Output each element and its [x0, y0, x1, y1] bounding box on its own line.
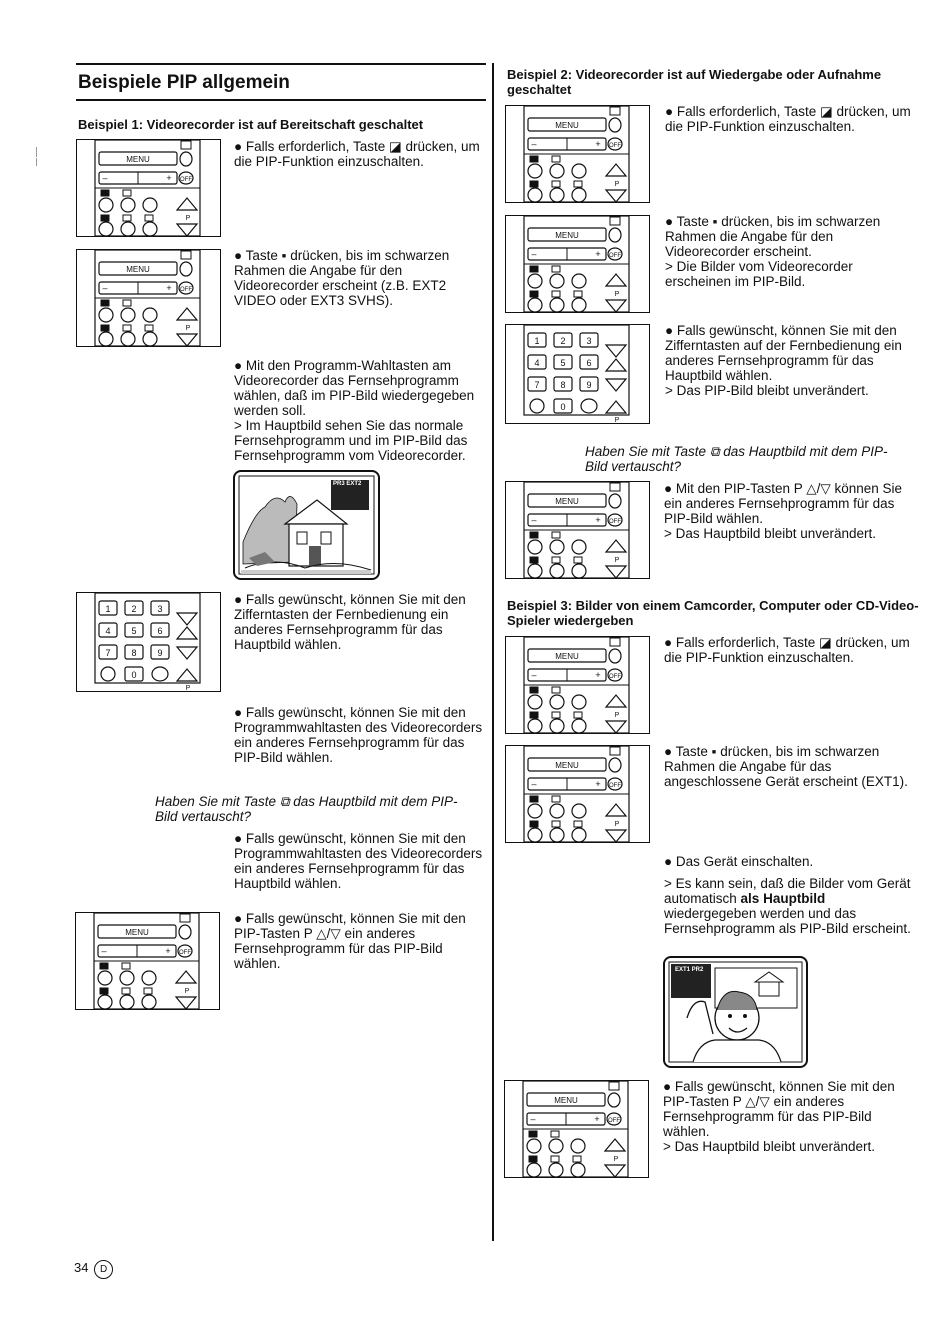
- round-key: [550, 540, 564, 554]
- pip-mode-icon: [552, 181, 560, 187]
- mute-key: [101, 667, 115, 681]
- round-key: [528, 188, 542, 202]
- menu-key-label: MENU: [555, 231, 579, 240]
- remote-menu-drawing: [506, 482, 649, 578]
- digit-label: 7: [105, 648, 111, 658]
- ex2-step-2-result: > Die Bilder vom Videorecorder erscheinen im PIP-Bild.: [665, 259, 853, 289]
- p-label: P: [185, 325, 191, 332]
- pip-mode-icon: [530, 712, 538, 718]
- remote-control-menu: [505, 636, 650, 734]
- ex2-step-2: [665, 214, 917, 289]
- round-key: [528, 274, 542, 288]
- p-up-key: [176, 971, 196, 983]
- minus-label: –: [531, 139, 537, 149]
- round-key: [571, 1163, 585, 1177]
- round-key: [572, 804, 586, 818]
- off-label: OFF: [609, 783, 621, 789]
- pip-mode-icon: [529, 1156, 537, 1162]
- pip-mode-icon: [530, 181, 538, 187]
- ex2-step-3-action: ● Falls gewünscht, können Sie mit den Zifferntasten auf der Fernbedienung ein anderes Fernsehprogramm für das Hauptbild wählen.: [665, 323, 902, 383]
- ex2-step-3: [665, 323, 917, 398]
- p-up-key: [606, 274, 626, 286]
- plus-label: +: [595, 139, 601, 149]
- round-key: [121, 222, 135, 236]
- digit-label: 4: [105, 626, 111, 636]
- pip-mode-icon: [101, 300, 109, 306]
- pip-mode-icon: [551, 1156, 559, 1162]
- round-key: [142, 971, 156, 985]
- p-label: P: [185, 685, 191, 691]
- top-rule: [76, 63, 486, 65]
- p-down-key: [177, 224, 197, 236]
- ex3-step-4-post: wiedergegeben werden und das Fernsehprogramm als PIP-Bild erscheint.: [664, 906, 911, 936]
- pip-icon: [181, 141, 191, 149]
- round-key: [608, 1093, 620, 1107]
- pip-mode-icon: [552, 821, 560, 827]
- round-key: [550, 695, 564, 709]
- round-key: [179, 925, 191, 939]
- pip-mode-icon: [530, 557, 538, 563]
- pip-inset: PR3 EXT2: [331, 480, 369, 510]
- off-label: OFF: [609, 674, 621, 680]
- round-key: [550, 188, 564, 202]
- pip-mode-icon: [574, 712, 582, 718]
- digit-label: 3: [586, 336, 592, 346]
- off-label: OFF: [179, 950, 191, 956]
- round-key: [180, 152, 192, 166]
- ex3-step-4: [664, 876, 916, 936]
- up-key: [606, 401, 626, 413]
- p-label: P: [614, 417, 620, 423]
- round-key: [609, 228, 621, 242]
- pip-mode-icon: [552, 532, 560, 538]
- ex1-step-1: ● Falls erforderlich, Taste ◪ drücken, um die PIP-Funktion einzuschalten.: [234, 139, 480, 169]
- p-down-key: [606, 830, 626, 842]
- pip-mode-icon: [122, 963, 130, 969]
- off-label: OFF: [609, 519, 621, 525]
- pip-mode-icon: [552, 687, 560, 693]
- pip-icon: [610, 483, 620, 491]
- off-label: OFF: [609, 253, 621, 259]
- round-key: [98, 995, 112, 1009]
- title-rule: [76, 99, 486, 101]
- remote-menu-drawing: [505, 1081, 648, 1177]
- menu-key-label: MENU: [555, 497, 579, 506]
- round-key: [528, 828, 542, 842]
- pip-mode-icon: [552, 266, 560, 272]
- remote-menu-drawing: [77, 250, 220, 346]
- ex2-step-4: [664, 481, 916, 541]
- digit-label: 9: [586, 380, 592, 390]
- ex1-step-3: [234, 358, 486, 463]
- ex1-step-7: ● Falls gewünscht, können Sie mit den PIP-Tasten P △/▽ ein anderes Fernsehprogramm für das PIP-Bild wählen.: [234, 911, 466, 971]
- round-key: [572, 540, 586, 554]
- round-key: [609, 649, 621, 663]
- minus-label: –: [102, 283, 108, 293]
- pip-mode-icon: [123, 190, 131, 196]
- example3-heading: Beispiel 3: Bilder von einem Camcorder, Computer oder CD-Video-Spieler wiedergeben: [507, 598, 919, 628]
- digit-label: 0: [560, 402, 566, 412]
- remote-control-menu: [76, 139, 221, 237]
- round-key: [142, 995, 156, 1009]
- pip-mode-icon: [574, 821, 582, 827]
- pip-mode-icon: [530, 821, 538, 827]
- pip-mode-icon: [145, 215, 153, 221]
- digit-label: 6: [157, 626, 163, 636]
- p-label: P: [184, 988, 190, 995]
- p-label: P: [614, 557, 620, 564]
- round-key: [550, 164, 564, 178]
- off-label: OFF: [180, 287, 192, 293]
- minus-label: –: [101, 946, 107, 956]
- round-key: [550, 298, 564, 312]
- off-label: OFF: [609, 143, 621, 149]
- round-key: [550, 828, 564, 842]
- p-label: P: [614, 712, 620, 719]
- digit-label: 6: [586, 358, 592, 368]
- pip-mode-icon: [123, 325, 131, 331]
- round-key: [572, 298, 586, 312]
- remote-menu-drawing: [76, 913, 219, 1009]
- ex3-step-4-pre: > Es kann sein, daß die Bilder vom Gerät automatisch: [664, 876, 911, 906]
- minus-label: –: [530, 1114, 536, 1124]
- p-down-key: [606, 190, 626, 202]
- p-up-key: [177, 198, 197, 210]
- pip-icon: [609, 1082, 619, 1090]
- up-key: [177, 627, 197, 639]
- round-key: [550, 564, 564, 578]
- round-key: [143, 308, 157, 322]
- p-label: P: [185, 215, 191, 222]
- remote-control-menu: [76, 249, 221, 347]
- p-down-key: [605, 1165, 625, 1177]
- pip-mode-icon: [574, 181, 582, 187]
- p-up-key: [606, 695, 626, 707]
- round-key: [550, 804, 564, 818]
- round-key: [572, 828, 586, 842]
- p-down-key: [606, 300, 626, 312]
- tv-illustration-camcorder: [663, 956, 808, 1068]
- round-key: [121, 198, 135, 212]
- pip-icon: [181, 251, 191, 259]
- av-key: [581, 399, 597, 413]
- remote-control-menu: [75, 912, 220, 1010]
- pip-mode-icon: [530, 266, 538, 272]
- plus-label: +: [165, 946, 171, 956]
- p-up-key: [605, 1139, 625, 1151]
- mute-key: [530, 399, 544, 413]
- p-down-key: [177, 334, 197, 346]
- pip-mode-icon: [530, 156, 538, 162]
- pip-inset: EXT1 PR2: [673, 966, 707, 990]
- plus-label: +: [595, 515, 601, 525]
- round-key: [609, 758, 621, 772]
- remote-menu-drawing: [506, 746, 649, 842]
- round-key: [571, 1139, 585, 1153]
- av-key: [152, 667, 168, 681]
- round-key: [609, 118, 621, 132]
- pip-mode-icon: [100, 988, 108, 994]
- round-key: [528, 564, 542, 578]
- digit-label: 5: [560, 358, 566, 368]
- remote-menu-drawing: [506, 637, 649, 733]
- remote-control-menu: [505, 481, 650, 579]
- p-up-key: [606, 164, 626, 176]
- round-key: [528, 695, 542, 709]
- ex2-step-3-result: > Das PIP-Bild bleibt unverändert.: [665, 383, 869, 398]
- round-key: [528, 298, 542, 312]
- round-key: [550, 719, 564, 733]
- minus-label: –: [531, 779, 537, 789]
- remote-control-digits: [505, 324, 650, 424]
- remote-menu-drawing: [77, 140, 220, 236]
- down-key: [606, 379, 626, 391]
- plus-label: +: [166, 173, 172, 183]
- minus-label: –: [531, 515, 537, 525]
- pip-mode-icon: [529, 1131, 537, 1137]
- pip-mode-icon: [551, 1131, 559, 1137]
- round-key: [528, 164, 542, 178]
- pip-icon: [610, 107, 620, 115]
- ex2-step-1: ● Falls erforderlich, Taste ◪ drücken, um die PIP-Funktion einzuschalten.: [665, 104, 911, 134]
- down-key: [177, 647, 197, 659]
- tv-illustration-house: [233, 470, 380, 580]
- plus-label: +: [166, 283, 172, 293]
- round-key: [572, 564, 586, 578]
- digit-label: 3: [157, 604, 163, 614]
- pip-mode-icon: [574, 291, 582, 297]
- menu-key-label: MENU: [125, 928, 149, 937]
- digit-label: 2: [560, 336, 566, 346]
- p-up-key: [606, 804, 626, 816]
- down-key: [177, 613, 197, 625]
- pip-mode-icon: [573, 1156, 581, 1162]
- digit-label: 9: [157, 648, 163, 658]
- ex1-step-6: ● Falls gewünscht, können Sie mit den Programmwahltasten des Videorecorders ein anderes Fernsehprogramm für das Hauptbild wählen.: [234, 831, 483, 891]
- digit-label: 8: [560, 380, 566, 390]
- pip-mode-icon: [552, 712, 560, 718]
- column-divider: [492, 63, 494, 1241]
- round-key: [120, 995, 134, 1009]
- ex1-step-2: ● Taste ▪ drücken, bis im schwarzen Rahmen die Angabe für den Videorecorder erscheint (z.B. EXT2 VIDEO oder EXT3 SVHS).: [234, 248, 450, 308]
- round-key: [98, 971, 112, 985]
- example2-heading: Beispiel 2: Videorecorder ist auf Wiedergabe oder Aufnahme geschaltet: [507, 67, 882, 97]
- menu-key-label: MENU: [555, 761, 579, 770]
- p-down-key: [606, 566, 626, 578]
- off-label: OFF: [608, 1118, 620, 1124]
- pip-mode-icon: [530, 532, 538, 538]
- remote-control-menu: [505, 215, 650, 313]
- remote-control-digits: [76, 592, 221, 692]
- menu-key-label: MENU: [126, 265, 150, 274]
- off-label: OFF: [180, 177, 192, 183]
- remote-control-menu: [505, 745, 650, 843]
- margin-mark: [36, 158, 37, 166]
- plus-label: +: [595, 670, 601, 680]
- pip-icon: [180, 914, 190, 922]
- ex3-step-5-result: > Das Hauptbild bleibt unverändert.: [663, 1139, 876, 1154]
- digit-label: 1: [534, 336, 540, 346]
- p-up-key: [606, 540, 626, 552]
- pip-mode-icon: [122, 988, 130, 994]
- round-key: [143, 198, 157, 212]
- minus-label: –: [102, 173, 108, 183]
- digit-label: 0: [131, 670, 137, 680]
- pip-mode-icon: [552, 557, 560, 563]
- p-label: P: [614, 821, 620, 828]
- round-key: [527, 1163, 541, 1177]
- pip-mode-icon: [100, 963, 108, 969]
- remote-menu-drawing: [506, 106, 649, 202]
- digit-label: 1: [105, 604, 111, 614]
- p-down-key: [606, 721, 626, 733]
- round-key: [143, 332, 157, 346]
- ex3-step-4-bold: als Hauptbild: [740, 891, 826, 906]
- pip-mode-icon: [123, 215, 131, 221]
- minus-label: –: [531, 249, 537, 259]
- pip-icon: [610, 638, 620, 646]
- pip-mode-icon: [552, 291, 560, 297]
- page-number-value: 34: [74, 1260, 89, 1275]
- digit-label: 7: [534, 380, 540, 390]
- pip-mode-icon: [530, 687, 538, 693]
- menu-key-label: MENU: [554, 1096, 578, 1105]
- round-key: [528, 540, 542, 554]
- page-number: [74, 1260, 113, 1279]
- ex1-step-4: ● Falls gewünscht, können Sie mit den Zifferntasten der Fernbedienung ein anderes Fernsehprogramm für das Hauptbild wählen.: [234, 592, 466, 652]
- pip-mode-icon: [530, 796, 538, 802]
- round-key: [143, 222, 157, 236]
- round-key: [121, 332, 135, 346]
- round-key: [527, 1139, 541, 1153]
- pip-icon: [610, 747, 620, 755]
- round-key: [549, 1139, 563, 1153]
- up-key: [177, 669, 197, 681]
- pip-mode-icon: [123, 300, 131, 306]
- ex3-step-1: ● Falls erforderlich, Taste ◪ drücken, um die PIP-Funktion einzuschalten.: [664, 635, 910, 665]
- ex3-step-5-action: ● Falls gewünscht, können Sie mit den PIP-Tasten P △/▽ ein anderes Fernsehprogramm für das PIP-Bild wählen.: [663, 1079, 895, 1139]
- ex2-swap-question: Haben Sie mit Taste ⧉ das Hauptbild mit dem PIP-Bild vertauscht?: [585, 444, 888, 474]
- menu-key-label: MENU: [555, 652, 579, 661]
- pip-mode-icon: [145, 325, 153, 331]
- page-title: Beispiele PIP allgemein: [78, 72, 290, 93]
- p-label: P: [613, 1156, 619, 1163]
- ex2-step-2-action: ● Taste ▪ drücken, bis im schwarzen Rahmen die Angabe für den Videorecorder erscheint.: [665, 214, 881, 259]
- p-up-key: [177, 308, 197, 320]
- remote-digits-drawing: [506, 325, 649, 423]
- margin-mark: [36, 147, 37, 157]
- down-key: [606, 345, 626, 357]
- round-key: [99, 308, 113, 322]
- round-key: [572, 274, 586, 288]
- ex3-step-5: [663, 1079, 915, 1154]
- p-label: P: [614, 181, 620, 188]
- ex1-swap-question: Haben Sie mit Taste ⧉ das Hauptbild mit dem PIP-Bild vertauscht?: [155, 794, 458, 824]
- p-down-key: [176, 997, 196, 1009]
- pip-mode-icon: [144, 988, 152, 994]
- plus-label: +: [594, 1114, 600, 1124]
- plus-label: +: [595, 249, 601, 259]
- ex1-step-3-result: > Im Hauptbild sehen Sie das normale Fernsehprogramm und im PIP-Bild das Fernsehprogramm vom Videorecorder.: [234, 418, 468, 463]
- pip-mode-icon: [552, 796, 560, 802]
- menu-key-label: MENU: [126, 155, 150, 164]
- round-key: [572, 719, 586, 733]
- round-key: [180, 262, 192, 276]
- round-key: [550, 274, 564, 288]
- round-key: [549, 1163, 563, 1177]
- plus-label: +: [595, 779, 601, 789]
- ex3-step-3: ● Das Gerät einschalten.: [664, 854, 814, 869]
- minus-label: –: [531, 670, 537, 680]
- ex3-step-2: ● Taste ▪ drücken, bis im schwarzen Rahmen die Angabe für das angeschlossene Gerät erscheint (EXT1).: [664, 744, 908, 789]
- p-label: P: [614, 291, 620, 298]
- round-key: [99, 332, 113, 346]
- remote-digits-drawing: [77, 593, 220, 691]
- remote-control-menu: [505, 105, 650, 203]
- ex2-step-4-result: > Das Hauptbild bleibt unverändert.: [664, 526, 877, 541]
- pip-mode-icon: [101, 215, 109, 221]
- round-key: [572, 164, 586, 178]
- round-key: [99, 198, 113, 212]
- round-key: [609, 494, 621, 508]
- language-badge: D: [94, 1260, 113, 1279]
- pip-mode-icon: [530, 291, 538, 297]
- ex1-step-3-action: ● Mit den Programm-Wahltasten am Videorecorder das Fernsehprogramm wählen, daß im PIP-Bild wiedergegeben werden soll.: [234, 358, 475, 418]
- digit-label: 8: [131, 648, 137, 658]
- pip-mode-icon: [101, 325, 109, 331]
- round-key: [528, 804, 542, 818]
- pip-mode-icon: [101, 190, 109, 196]
- round-key: [120, 971, 134, 985]
- example1-heading: Beispiel 1: Videorecorder ist auf Bereitschaft geschaltet: [78, 117, 424, 132]
- round-key: [528, 719, 542, 733]
- ex1-step-5: ● Falls gewünscht, können Sie mit den Programmwahltasten des Videorecorders ein anderes Fernsehprogramm für das PIP-Bild wählen.: [234, 705, 483, 765]
- remote-menu-drawing: [506, 216, 649, 312]
- menu-key-label: MENU: [555, 121, 579, 130]
- pip-mode-icon: [574, 557, 582, 563]
- ex2-step-4-action: ● Mit den PIP-Tasten P △/▽ können Sie ein anderes Fernsehprogramm für das PIP-Bild wählen.: [664, 481, 903, 526]
- digit-label: 4: [534, 358, 540, 368]
- round-key: [99, 222, 113, 236]
- round-key: [572, 695, 586, 709]
- round-key: [572, 188, 586, 202]
- up-key: [606, 359, 626, 371]
- remote-control-menu: [504, 1080, 649, 1178]
- digit-label: 2: [131, 604, 137, 614]
- round-key: [121, 308, 135, 322]
- pip-mode-icon: [552, 156, 560, 162]
- digit-label: 5: [131, 626, 137, 636]
- pip-icon: [610, 217, 620, 225]
